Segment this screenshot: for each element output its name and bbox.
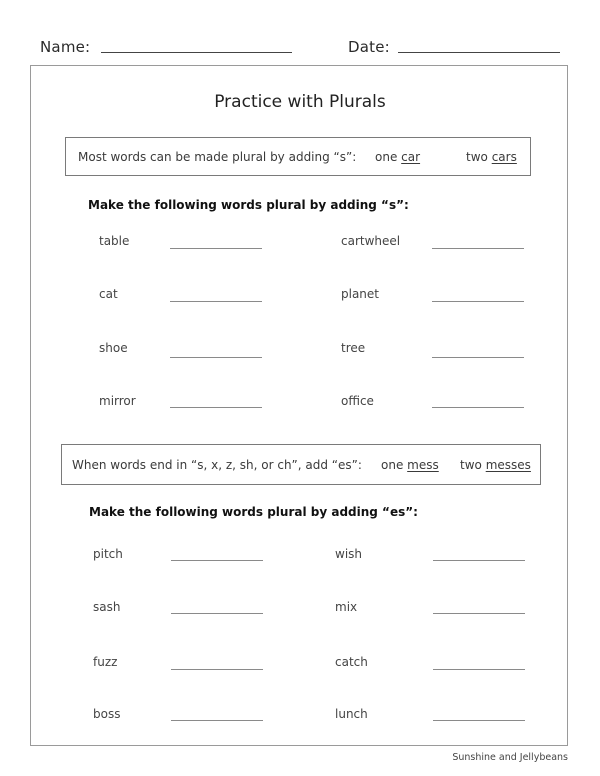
answer-blank[interactable]: [432, 248, 524, 249]
answer-blank[interactable]: [432, 357, 524, 358]
word-item: lunch: [335, 707, 368, 721]
answer-blank[interactable]: [171, 669, 263, 670]
word-item: pitch: [93, 547, 123, 561]
date-label: Date:: [348, 38, 390, 56]
word-item: boss: [93, 707, 121, 721]
word-item: mirror: [99, 394, 136, 408]
answer-blank[interactable]: [171, 613, 263, 614]
word-item: cartwheel: [341, 234, 401, 248]
name-field[interactable]: [101, 52, 292, 53]
example-prefix: one: [375, 150, 398, 164]
answer-blank[interactable]: [432, 301, 524, 302]
example-plural-s: [466, 150, 517, 164]
word-item: office: [341, 394, 374, 408]
answer-blank[interactable]: [170, 407, 262, 408]
example-plural-es: [460, 458, 531, 472]
example-prefix: two: [460, 458, 482, 472]
word-item: tree: [341, 341, 366, 355]
word-item: wish: [335, 547, 363, 561]
answer-blank[interactable]: [433, 720, 525, 721]
word-item: shoe: [99, 341, 128, 355]
rule-text-es: When words end in “s, x, z, sh, or ch”, add “es”:: [72, 458, 362, 472]
date-field[interactable]: [398, 52, 560, 53]
credit-text: Sunshine and Jellybeans: [452, 752, 568, 763]
worksheet-title: Practice with Plurals: [214, 92, 386, 112]
answer-blank[interactable]: [170, 248, 262, 249]
answer-blank[interactable]: [433, 613, 525, 614]
example-word: messes: [485, 458, 531, 472]
word-item: planet: [341, 287, 379, 301]
rule-text-s: Most words can be made plural by adding “s”:: [78, 150, 357, 164]
word-item: cat: [99, 287, 118, 301]
word-item: table: [99, 234, 130, 248]
example-prefix: one: [381, 458, 404, 472]
word-item: mix: [335, 600, 358, 614]
answer-blank[interactable]: [171, 720, 263, 721]
example-singular-s: [375, 150, 420, 164]
example-word: mess: [407, 458, 439, 472]
name-label: Name:: [40, 38, 91, 56]
example-singular-es: [381, 458, 439, 472]
instruction-es: Make the following words plural by adding “es”:: [89, 505, 418, 519]
word-item: catch: [335, 655, 368, 669]
answer-blank[interactable]: [171, 560, 263, 561]
example-prefix: two: [466, 150, 488, 164]
word-item: sash: [93, 600, 121, 614]
word-item: fuzz: [93, 655, 118, 669]
example-word: car: [401, 150, 421, 164]
example-word: cars: [491, 150, 517, 164]
answer-blank[interactable]: [170, 301, 262, 302]
answer-blank[interactable]: [433, 669, 525, 670]
instruction-s: Make the following words plural by adding “s”:: [88, 198, 409, 212]
answer-blank[interactable]: [432, 407, 524, 408]
answer-blank[interactable]: [170, 357, 262, 358]
answer-blank[interactable]: [433, 560, 525, 561]
